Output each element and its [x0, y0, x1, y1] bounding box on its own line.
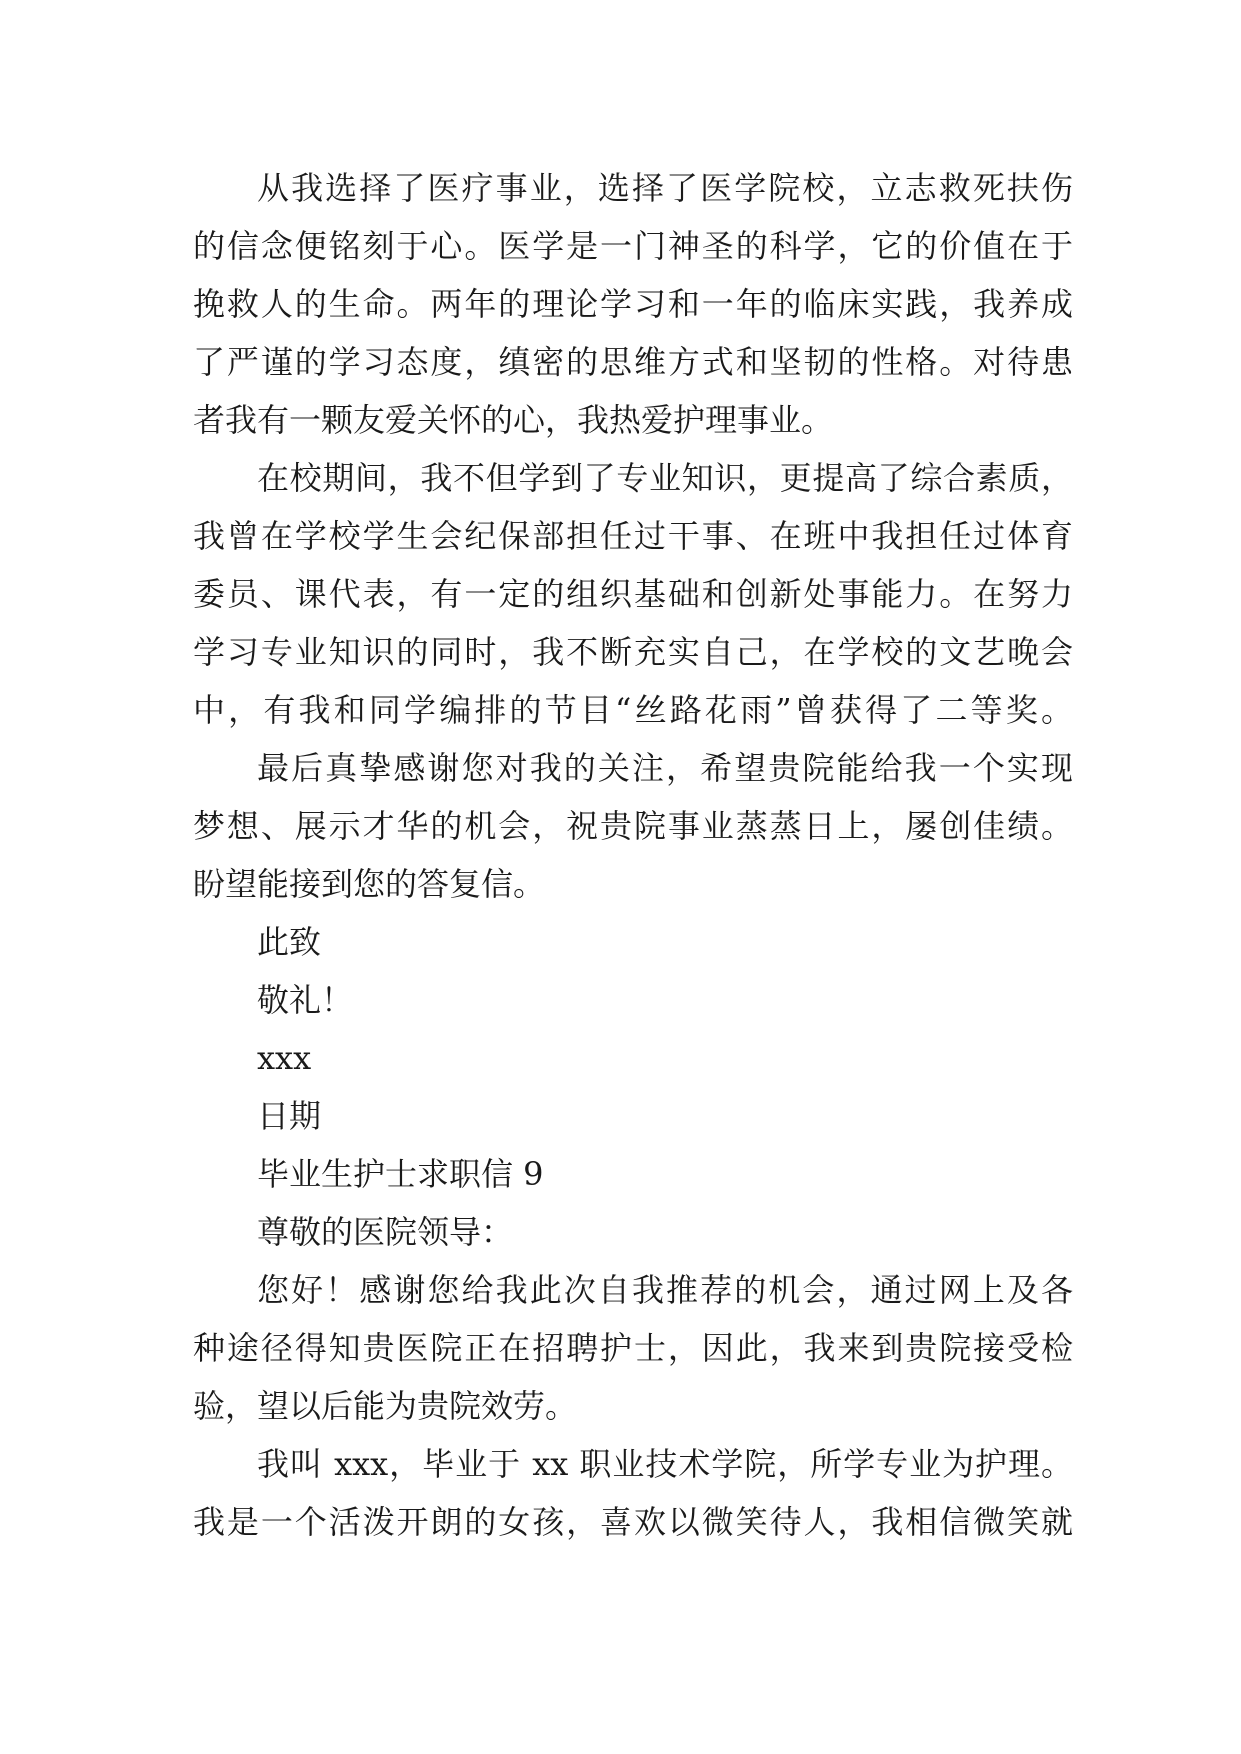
paragraph-line: 我曾在学校学生会纪保部担任过干事、在班中我担任过体育 [193, 517, 1073, 555]
paragraph-line: 您好！感谢您给我此次自我推荐的机会，通过网上及各 [257, 1271, 1073, 1309]
paragraph-line: 中，有我和同学编排的节目“丝路花雨”曾获得了二等奖。 [193, 691, 1073, 729]
paragraph-line: 委员、课代表，有一定的组织基础和创新处事能力。在努力 [193, 575, 1073, 613]
greeting-line: 尊敬的医院领导： [257, 1213, 514, 1251]
paragraph-line: 挽救人的生命。两年的理论学习和一年的临床实践，我养成 [193, 285, 1073, 323]
closing-line: 此致 [257, 923, 322, 961]
paragraph-line: 了严谨的学习态度，缜密的思维方式和坚韧的性格。对待患 [193, 343, 1073, 381]
paragraph-line: 验，望以后能为贵院效劳。 [193, 1387, 578, 1425]
salutation-line: 敬礼！ [257, 981, 354, 1019]
paragraph-line: 我叫 xxx，毕业于 xx 职业技术学院，所学专业为护理。 [257, 1445, 1073, 1483]
date-line: 日期 [257, 1097, 322, 1135]
paragraph-line: 最后真挚感谢您对我的关注，希望贵院能给我一个实现 [257, 749, 1073, 787]
paragraph-line: 从我选择了医疗事业，选择了医学院校，立志救死扶伤 [257, 169, 1073, 207]
paragraph-line: 的信念便铭刻于心。医学是一门神圣的科学，它的价值在于 [193, 227, 1073, 265]
paragraph-line: 者我有一颗友爱关怀的心，我热爱护理事业。 [193, 401, 834, 439]
paragraph-line: 梦想、展示才华的机会，祝贵院事业蒸蒸日上，屡创佳绩。 [193, 807, 1073, 845]
paragraph-line: 盼望能接到您的答复信。 [193, 865, 546, 903]
section-heading: 毕业生护士求职信 9 [257, 1155, 544, 1193]
paragraph-line: 在校期间，我不但学到了专业知识，更提高了综合素质， [257, 459, 1073, 497]
signature-line: xxx [257, 1039, 312, 1077]
paragraph-line: 我是一个活泼开朗的女孩，喜欢以微笑待人，我相信微笑就 [193, 1503, 1073, 1541]
paragraph-line: 学习专业知识的同时，我不断充实自己，在学校的文艺晚会 [193, 633, 1073, 671]
paragraph-line: 种途径得知贵医院正在招聘护士，因此，我来到贵院接受检 [193, 1329, 1073, 1367]
